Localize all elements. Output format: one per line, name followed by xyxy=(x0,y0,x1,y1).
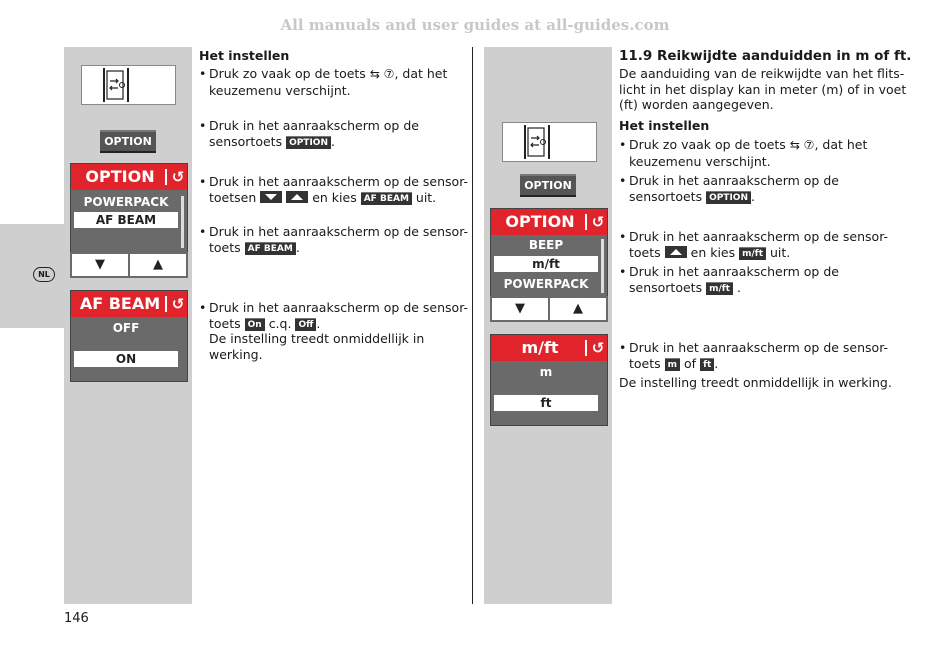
step-text: Druk in het aanraakscherm op de sensor- xyxy=(209,224,469,239)
display-title: m/ft xyxy=(521,338,559,357)
bullet: • xyxy=(199,300,207,315)
step-text: Druk in het aanraakscherm op de sensor- xyxy=(629,229,889,244)
af-beam-key-chip: AF BEAM xyxy=(361,192,412,205)
step-text: keuzemenu verschijnt. xyxy=(209,82,351,98)
bullet: • xyxy=(619,137,627,152)
step-text: uit. xyxy=(770,244,791,260)
arrow-down-button[interactable]: ▼ xyxy=(492,298,548,320)
scrollbar[interactable] xyxy=(601,239,604,293)
page-number: 146 xyxy=(64,611,89,626)
menu-item-af-beam[interactable]: AF BEAM xyxy=(74,212,178,228)
step-text: uit. xyxy=(415,189,437,205)
back-icon[interactable]: ↺ xyxy=(171,168,185,186)
ft-key-chip: ft xyxy=(700,358,714,371)
step-text: . xyxy=(736,279,741,295)
mode-button-icon xyxy=(82,66,175,104)
watermark-banner: All manuals and user guides at all-guides.com xyxy=(280,16,670,34)
step-text: . xyxy=(295,239,300,255)
step-text: . xyxy=(750,188,755,204)
mode-key-icon: ⇆ ⑦ xyxy=(789,138,815,152)
option-key-label: OPTION xyxy=(524,179,572,192)
intro-line: De aanduiding van de reikwijdte van het flits- xyxy=(619,66,905,81)
menu-item-m[interactable]: m xyxy=(539,365,553,379)
arrow-up-key-icon xyxy=(286,191,308,203)
arrow-keys xyxy=(490,296,608,322)
m-ft-key-chip: m/ft xyxy=(739,247,766,260)
right-heading: 11.9 Reikwijdte aanduidden in m of ft. xyxy=(619,48,912,64)
column-divider xyxy=(472,47,473,604)
menu-item-powerpack[interactable]: POWERPACK xyxy=(503,277,589,291)
option-key-chip: OPTION xyxy=(706,191,751,204)
display-title: OPTION xyxy=(505,212,575,231)
bullet: • xyxy=(199,66,207,81)
step-text: Druk in het aanraakscherm op de xyxy=(629,264,839,279)
arrow-up-button[interactable]: ▲ xyxy=(550,298,606,320)
step-text: Druk in het aanraakscherm op de xyxy=(629,173,839,188)
step-text: Druk zo vaak op de toets xyxy=(629,137,786,152)
step-text: Druk in het aanraakscherm op de sensor- xyxy=(209,174,469,189)
flash-button-illustration xyxy=(81,65,176,105)
option-key-image xyxy=(100,130,156,151)
mode-button-icon xyxy=(503,123,596,161)
header-separator xyxy=(585,340,587,356)
right-subheading: Het instellen xyxy=(619,118,710,133)
display-m-ft-menu xyxy=(490,334,608,426)
display-title: OPTION xyxy=(85,167,155,186)
display-header xyxy=(71,291,187,317)
display-option-menu xyxy=(490,208,608,298)
step-text: sensortoets xyxy=(209,133,283,149)
option-key-chip: OPTION xyxy=(286,136,331,149)
step-text: . xyxy=(330,133,335,149)
step-text: en kies xyxy=(312,189,357,205)
af-beam-key-chip: AF BEAM xyxy=(245,242,296,255)
step-text: . xyxy=(316,315,321,331)
header-separator xyxy=(165,296,167,312)
menu-item-off[interactable]: OFF xyxy=(112,321,140,335)
left-heading: Het instellen xyxy=(199,48,290,63)
display-header xyxy=(491,209,607,235)
display-header xyxy=(491,335,607,361)
right-closing: De instelling treedt onmiddellijk in werking. xyxy=(619,375,892,390)
step-text: of xyxy=(684,355,697,371)
intro-line: licht in het display kan in meter (m) of in voet xyxy=(619,81,907,97)
display-title: AF BEAM xyxy=(79,294,161,313)
step-text: sensortoets xyxy=(629,279,703,295)
m-ft-key-chip: m/ft xyxy=(706,282,733,295)
bullet: • xyxy=(199,118,207,133)
mode-key-icon: ⇆ ⑦ xyxy=(369,67,395,81)
display-header xyxy=(71,164,187,190)
step-text: Druk zo vaak op de toets xyxy=(209,66,366,81)
step-text: sensortoets xyxy=(629,188,703,204)
step-text: toets xyxy=(629,244,661,260)
option-key-label: OPTION xyxy=(104,135,152,148)
bullet: • xyxy=(619,229,627,244)
menu-item-ft[interactable]: ft xyxy=(494,395,598,411)
step-text: Druk in het aanraakscherm op de xyxy=(209,118,419,133)
option-key-underline xyxy=(520,195,576,197)
menu-item-powerpack[interactable]: POWERPACK xyxy=(83,195,169,209)
intro-line: (ft) worden aangegeven. xyxy=(619,97,774,112)
arrow-down-key-icon xyxy=(260,191,282,203)
step-text: Druk in het aanraakscherm op de sensor- xyxy=(209,300,469,315)
back-icon[interactable]: ↺ xyxy=(171,295,185,313)
bullet: • xyxy=(619,264,627,279)
display-af-beam-menu xyxy=(70,290,188,382)
step-text: c.q. xyxy=(268,315,292,331)
step-text: . xyxy=(714,355,719,371)
right-intro xyxy=(619,66,919,113)
step-text: Druk in het aanraakscherm op de sensor- xyxy=(629,340,889,355)
m-key-chip: m xyxy=(665,358,680,371)
arrow-up-button[interactable]: ▲ xyxy=(130,254,186,276)
arrow-keys xyxy=(70,252,188,278)
step-text: toets xyxy=(629,355,661,371)
header-separator xyxy=(585,214,587,230)
bullet: • xyxy=(619,173,627,188)
off-key-chip: Off xyxy=(295,318,316,331)
step-text: , dat het xyxy=(814,137,868,152)
menu-item-beep[interactable]: BEEP xyxy=(528,238,564,252)
bullet: • xyxy=(199,224,207,239)
bullet: • xyxy=(619,340,627,355)
menu-item-m-ft[interactable]: m/ft xyxy=(494,256,598,272)
header-separator xyxy=(165,169,167,185)
option-key-underline xyxy=(100,151,156,153)
step-text: en kies xyxy=(690,244,736,260)
on-key-chip: On xyxy=(245,318,265,331)
scrollbar[interactable] xyxy=(181,196,184,248)
arrow-up-key-icon xyxy=(665,246,687,258)
bullet: • xyxy=(199,174,207,189)
menu-item-on[interactable]: ON xyxy=(74,351,178,367)
step-text: , dat het xyxy=(394,66,448,81)
back-icon[interactable]: ↺ xyxy=(591,339,605,357)
back-icon[interactable]: ↺ xyxy=(591,213,605,231)
step-text: toets xyxy=(209,239,241,255)
step-text: toetsen xyxy=(209,189,257,205)
display-option-menu xyxy=(70,163,188,253)
arrow-down-button[interactable]: ▼ xyxy=(72,254,128,276)
option-key-image xyxy=(520,174,576,195)
step-text: toets xyxy=(209,315,241,331)
step-text: keuzemenu verschijnt. xyxy=(629,153,771,169)
language-badge: NL xyxy=(33,267,55,282)
step-text: De instelling treedt onmiddellijk in werking. xyxy=(209,331,425,362)
flash-button-illustration xyxy=(502,122,597,162)
